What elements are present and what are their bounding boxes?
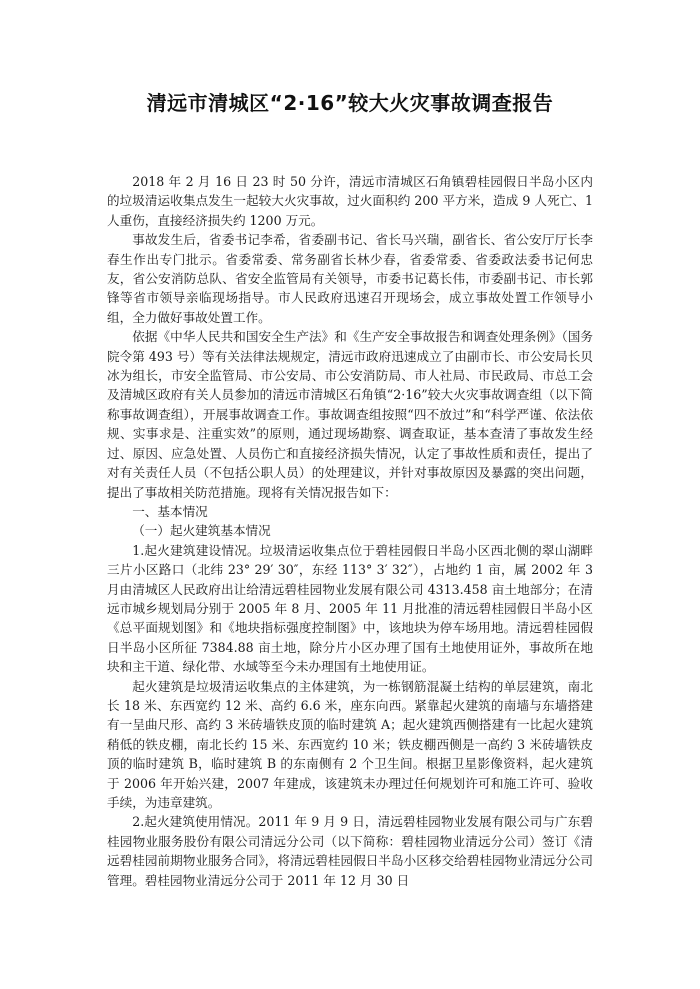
paragraph-building-construction: 1.起火建筑建设情况。垃圾清运收集点位于碧桂园假日半岛小区西北侧的翠山湖畔三片小区路口（北纬 23° 29′ 30″，东经 113° 3′ 32″），占地约 1 亩，属 2002 年 3 月由清城区人民政府出让给清远碧桂园物业发展有限公司 4313.458 亩土地部分；在清远市城乡规划局分别于 2005 年 8 月、2005 年 11 月批准的清远碧桂园假日半岛小区《总平面规划图》和《地块指标强度控制图》中，该地块为停车场用地。清远碧桂园假日半岛小区所征 7384.88 亩土地，除分片小区办理了国有土地使用证外，事故所在地块和主干道、绿化带、水域等至今未办理国有土地使用证。	[107, 542, 593, 675]
paragraph-leadership-response: 事故发生后，省委书记李希，省委副书记、省长马兴瑞，副省长、省公安厅厅长李春生作出专门批示。省委常委、常务副省长林少春，省委常委、省委政法委书记何忠友，省公安消防总队、省安全监管局有关领导，市委书记葛长伟，市委副书记、市长郭锋等省市领导亲临现场指导。市人民政府迅速召开现场会，成立事故处置工作领导小组，全力做好事故处置工作。	[107, 232, 593, 325]
paragraph-summary: 2018 年 2 月 16 日 23 时 50 分许，清远市清城区石角镇碧桂园假日半岛小区内的垃圾清运收集点发生一起较大火灾事故，过火面积约 200 平方米，造成 9 人死亡、1 人重伤，直接经济损失约 1200 万元。	[107, 174, 593, 228]
paragraph-building-structure: 起火建筑是垃圾清运收集点的主体建筑，为一栋钢筋混凝土结构的单层建筑，南北长 18 米、东西宽约 12 米、高约 6.6 米，座东向西。紧靠起火建筑的南墙与东墙搭建有一呈曲尺形、高约 3 米砖墙铁皮顶的临时建筑 A；起火建筑西侧搭建有一比起火建筑稍低的铁皮棚，南北长约 15 米、东西宽约 10 米；铁皮棚西侧是一高约 3 米砖墙铁皮顶的临时建筑 B，临时建筑 B 的东南侧有 2 个卫生间。根据卫星影像资料，起火建筑于 2006 年开始兴建，2007 年建成，该建筑未办理过任何规划许可和施工许可、验收手续，为违章建筑。	[107, 678, 593, 810]
subsection-heading-building-info: （一）起火建筑基本情况	[132, 523, 271, 539]
document-title: 清远市清城区“2·16”较大火灾事故调查报告	[146, 91, 554, 115]
paragraph-investigation-basis: 依据《中华人民共和国安全生产法》和《生产安全事故报告和调查处理条例》（国务院令第 493 号）等有关法律法规规定，清远市政府迅速成立了由副市长、市公安局长贝冰为组长，市安全监管局、市公安局、市公安消防局、市人社局、市民政局、市总工会及清城区政府有关人员参加的清远市清城区石角镇“2·16”较大火灾事故调查组（以下简称事故调查组），开展事故调查工作。事故调查组按照“四不放过”和“科学严谨、依法依规、实事求是、注重实效”的原则，通过现场勘察、调查取证，基本查清了事故发生经过、原因、应急处置、人员伤亡和直接经济损失情况，认定了事故性质和责任，提出了对有关责任人员（不包括公职人员）的处理建议，并针对事故原因及暴露的突出问题，提出了事故相关防范措施。现将有关情况报告如下：	[107, 329, 593, 500]
paragraph-building-usage: 2.起火建筑使用情况。2011 年 9 月 9 日，清远碧桂园物业发展有限公司与广东碧桂园物业服务股份有限公司清远分公司（以下简称：碧桂园物业清远分公司）签订《清远碧桂园前期物业服务合同》，将清远碧桂园假日半岛小区移交给碧桂园物业清远分公司管理。碧桂园物业清远分公司于 2011 年 12 月 30 日	[107, 814, 593, 888]
section-heading-basic-info: 一、基本情况	[132, 503, 208, 519]
document-body	[107, 172, 593, 890]
